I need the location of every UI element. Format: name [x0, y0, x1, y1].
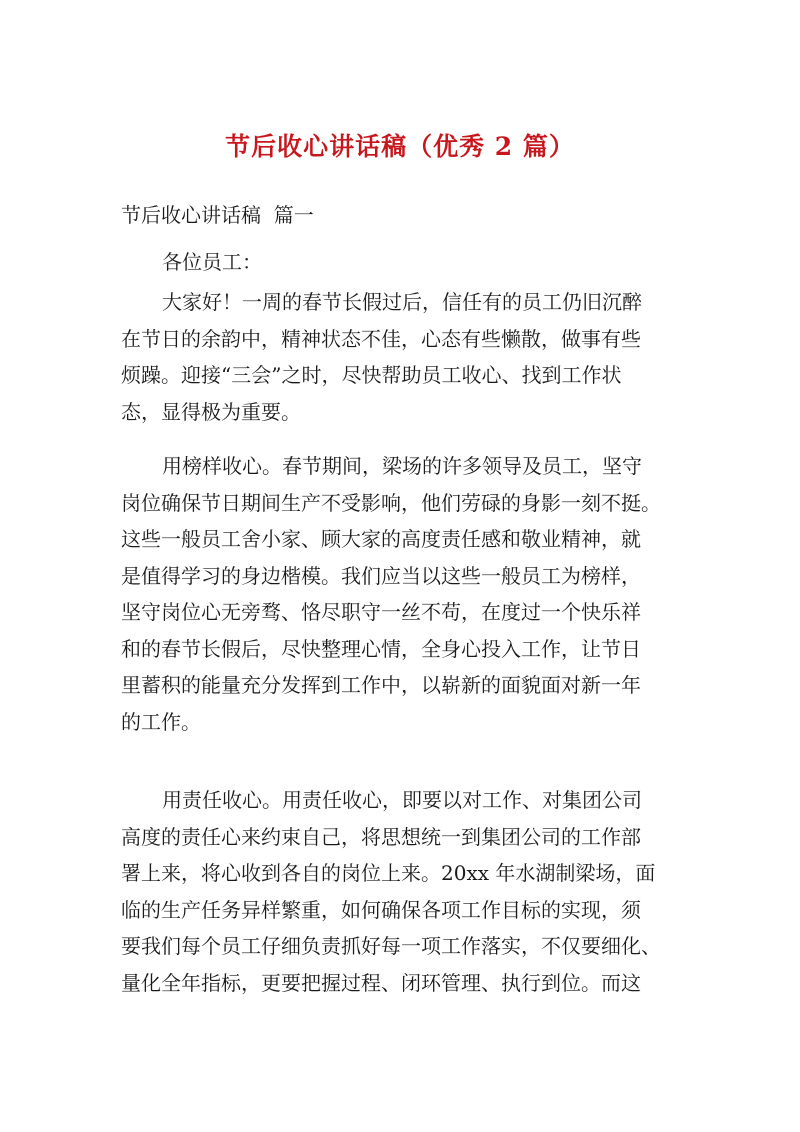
text-line: 岗位确保节日期间生产不受影响，他们劳碌的身影一刻不挺。	[121, 490, 661, 515]
paragraph-2	[121, 448, 686, 740]
section-heading: 节后收心讲话稿 篇一	[121, 203, 314, 227]
text-line: 烦躁。迎接“三会”之时，尽快帮助员工收心、找到工作状	[121, 363, 622, 387]
document-title: 节后收心讲话稿（优秀 2 篇）	[225, 132, 575, 161]
salutation	[121, 244, 686, 281]
text-line: 大家好！一周的春节长假过后，信任有的员工仍旧沉醉	[162, 290, 642, 314]
text-line: 署上来，将心收到各自的岗位上来。20xx 年水湖制梁场，面	[121, 861, 656, 885]
text-line: 和的春节长假后，尽快整理心情，全身心投入工作，让节日	[121, 636, 641, 661]
text-line: 是值得学习的身边楷模。我们应当以这些一般员工为榜样，	[121, 563, 641, 588]
paragraph-3	[121, 782, 686, 1001]
text-line: 高度的责任心来约束自己，将思想统一到集团公司的工作部	[121, 824, 641, 849]
salutation-text: 各位员工：	[162, 250, 262, 274]
text-line: 要我们每个员工仔细负责抓好每一项工作落实，不仅要细化、	[121, 934, 661, 958]
text-line: 的工作。	[121, 709, 201, 734]
text-line: 临的生产任务异样繁重，如何确保各项工作目标的实现，须	[121, 897, 641, 922]
text-line: 在节日的余韵中，精神状态不佳，心态有些懒散，做事有些	[121, 326, 641, 351]
text-line: 坚守岗位心无旁骛、恪尽职守一丝不苟，在度过一个快乐祥	[121, 600, 641, 624]
text-line: 里蓄积的能量充分发挥到工作中，以崭新的面貌面对新一年	[121, 673, 641, 697]
text-line: 用榜样收心。春节期间，梁场的许多领导及员工，坚守	[162, 454, 642, 478]
text-line: 态，显得极为重要。	[121, 399, 301, 424]
text-line: 用责任收心。用责任收心，即要以对工作、对集团公司	[162, 788, 642, 812]
text-line: 这些一般员工舍小家、顾大家的高度责任感和敬业精神，就	[121, 527, 641, 551]
paragraph-1	[121, 284, 686, 430]
text-line: 量化全年指标，更要把握过程、闭环管理、执行到位。而这	[121, 970, 641, 995]
